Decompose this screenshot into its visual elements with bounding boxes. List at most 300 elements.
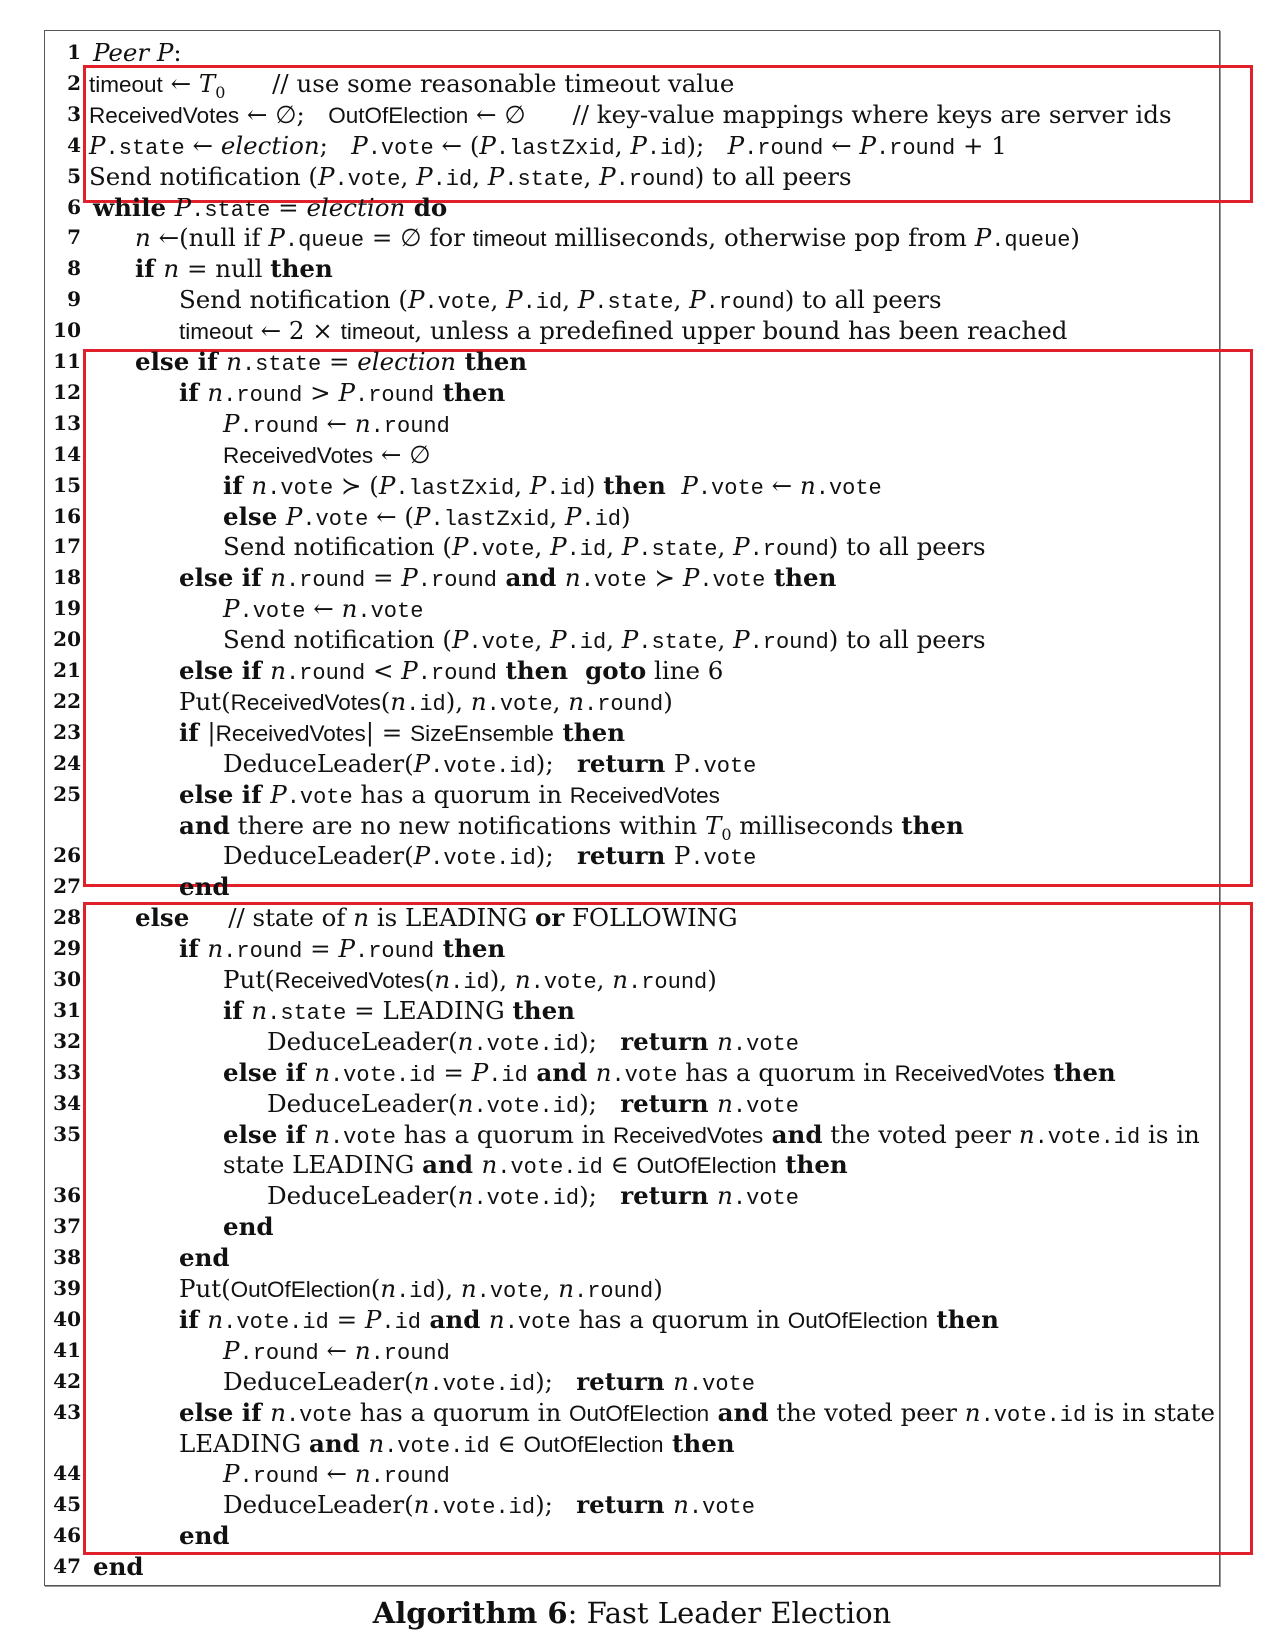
code-token: election [357, 347, 457, 376]
code-token: .lastZxid [395, 475, 515, 501]
algorithm-line [45, 315, 1215, 346]
code-token: ≻ [646, 563, 683, 593]
code-token: then goto [497, 656, 647, 685]
code-token: P [621, 532, 639, 562]
code-token: ReceivedVotes [569, 782, 720, 808]
code-token: OutOfElection [569, 1400, 710, 1426]
algorithm-line [45, 810, 1215, 844]
line-code [223, 531, 986, 565]
code-token: .round [749, 630, 829, 656]
code-token: .round [749, 537, 829, 563]
code-token: ReceivedVotes [223, 442, 374, 468]
code-token: P [223, 594, 240, 624]
code-token: ←(null if [150, 223, 269, 253]
caption-label: Algorithm 6 [372, 1596, 568, 1630]
code-token: n [964, 1397, 981, 1427]
code-token: DeduceLeader( [223, 748, 414, 778]
code-token: if [223, 470, 252, 500]
line-code [93, 37, 182, 68]
code-token: n [717, 1026, 733, 1056]
code-token: n [481, 1150, 498, 1180]
algorithm-line [45, 1428, 1215, 1459]
code-token: or [535, 903, 565, 933]
code-token: .vote [357, 599, 424, 625]
line-code [179, 315, 1067, 347]
algorithm-line [45, 439, 1215, 470]
code-token: there are no new notifications within [229, 810, 705, 840]
line-code [223, 1211, 274, 1242]
code-token: P [451, 532, 469, 562]
line-code [179, 779, 720, 813]
code-token: = ∅ for [364, 223, 473, 253]
code-token: then [663, 1428, 735, 1458]
code-token: .id [381, 1309, 422, 1335]
code-token: ), [445, 686, 471, 716]
line-number: 25 [53, 781, 81, 806]
line-number: 37 [53, 1214, 81, 1239]
code-token: is in state [1086, 1397, 1215, 1427]
code-token: .vote [267, 475, 334, 501]
code-token: , [717, 532, 734, 562]
code-token: then [456, 347, 528, 376]
algorithm-line [45, 37, 1215, 68]
code-token: P [599, 161, 616, 191]
code-token: P [479, 130, 496, 160]
algorithm-line [45, 655, 1215, 686]
code-token: n [460, 1274, 477, 1303]
code-token: .vote [611, 1062, 678, 1088]
code-token: : [173, 38, 182, 67]
code-token: milliseconds [731, 810, 902, 840]
code-token: , [552, 686, 569, 716]
code-token: n [251, 470, 268, 500]
code-token: P [727, 130, 745, 160]
code-token: .vote [732, 1031, 799, 1057]
line-code [223, 748, 756, 782]
code-token: ); [686, 130, 728, 160]
code-token: P [364, 1304, 382, 1334]
code-token: .round [223, 382, 303, 408]
code-token: ← ∅ [373, 439, 431, 469]
code-token: = [365, 563, 402, 593]
code-token: , [673, 285, 690, 315]
line-number: 39 [53, 1276, 81, 1300]
algorithm-line [45, 1026, 1215, 1057]
code-token: else if [179, 1397, 271, 1427]
code-token: n [1018, 1119, 1035, 1149]
code-token: if [179, 717, 208, 747]
line-code [89, 161, 852, 195]
code-token: + 1 [955, 130, 1007, 160]
code-token: end [93, 1552, 144, 1582]
code-token: 0 [215, 82, 226, 102]
code-token: then [1044, 1057, 1116, 1087]
code-token: else if [223, 1057, 315, 1087]
algorithm-line [45, 1273, 1215, 1304]
code-token: return [620, 1088, 718, 1118]
algorithm-line [45, 624, 1215, 655]
code-token: then [765, 563, 837, 593]
code-token: timeout [179, 319, 253, 345]
algorithm-line [45, 933, 1215, 964]
code-token: then [776, 1150, 848, 1180]
line-code [179, 1242, 230, 1273]
line-code [179, 377, 505, 411]
code-token: ← [318, 408, 355, 438]
code-token: ) to all peers [828, 532, 986, 562]
code-token: .vote.id [429, 1495, 536, 1521]
code-token: .id [522, 290, 563, 316]
algorithm-line [45, 717, 1215, 748]
code-token: = [321, 347, 358, 376]
algorithm-line [45, 1489, 1215, 1520]
line-number: 17 [53, 534, 81, 559]
code-token: n [163, 254, 180, 284]
code-token: the voted peer [768, 1397, 965, 1427]
line-code [179, 871, 230, 902]
code-token: , [606, 625, 622, 655]
algorithm-line [45, 346, 1215, 377]
code-token: P [506, 285, 523, 315]
line-number: 6 [67, 194, 81, 219]
code-token: n [434, 965, 451, 994]
code-token: P [550, 625, 567, 655]
algorithm-line [45, 964, 1215, 995]
code-token: ← [162, 68, 199, 98]
code-token: .vote [690, 846, 757, 872]
code-token: P [223, 1335, 240, 1365]
code-token: has a quorum in [677, 1057, 895, 1087]
code-token: P [268, 223, 285, 253]
code-token: n [413, 1366, 430, 1396]
algorithm-line [45, 408, 1215, 439]
code-token: P [414, 501, 431, 531]
code-token: .round [223, 939, 303, 965]
algorithm-line [45, 68, 1215, 102]
code-token: has a quorum in [570, 1304, 788, 1334]
code-token: ← [184, 130, 221, 160]
code-token: return [576, 1490, 674, 1520]
code-token: = [328, 1304, 365, 1334]
code-token: ∈ [489, 1428, 524, 1458]
code-token: Send notification ( [223, 625, 452, 655]
line-number: 47 [53, 1554, 81, 1579]
code-token: milliseconds, otherwise pop from [546, 223, 975, 253]
code-token: P [401, 656, 418, 685]
code-token: ) [621, 501, 631, 531]
code-token: ); [535, 748, 577, 778]
line-code [223, 1119, 1200, 1153]
code-token: DeduceLeader( [267, 1181, 458, 1211]
code-token: .vote.id [223, 1309, 329, 1335]
code-token: .round [574, 1279, 654, 1304]
code-token: n [207, 1304, 224, 1334]
line-number: 27 [53, 874, 81, 899]
line-code [179, 717, 625, 749]
code-token: return [620, 1181, 718, 1211]
code-token: P [338, 377, 355, 407]
code-token: .vote.id [430, 753, 536, 779]
code-token: , [596, 965, 613, 994]
code-token: .vote.id [1034, 1124, 1141, 1150]
code-token: Send notification ( [223, 532, 452, 562]
code-token: ( [424, 965, 435, 994]
line-number: 24 [53, 750, 81, 775]
code-token: , [472, 161, 488, 191]
line-code [223, 624, 986, 658]
line-code [179, 1397, 1215, 1431]
line-code [223, 1489, 755, 1523]
code-token: .vote [697, 475, 764, 501]
code-token: , [534, 532, 551, 562]
algorithm-line [45, 1520, 1215, 1551]
code-token: n [673, 1490, 689, 1520]
algorithm-line [45, 501, 1215, 532]
code-token: n [135, 223, 151, 253]
code-token: DeduceLeader( [267, 1026, 458, 1056]
code-token: ← [318, 1459, 355, 1489]
line-number: 35 [53, 1121, 81, 1146]
caption-title: Fast Leader Election [586, 1596, 892, 1630]
code-token: .id [566, 537, 607, 563]
code-token: n [207, 377, 224, 407]
code-token: n [457, 1088, 474, 1118]
algorithm-line [45, 1397, 1215, 1428]
code-token: .round [615, 166, 695, 192]
line-code [267, 1088, 799, 1122]
code-token: P [174, 192, 192, 222]
line-number: 9 [67, 287, 81, 312]
code-token: n [612, 965, 629, 994]
line-code [223, 439, 431, 471]
code-token: n [717, 1088, 733, 1118]
code-token [666, 471, 682, 500]
code-token: OutOfElection [787, 1307, 928, 1333]
code-token: ) to all peers [828, 625, 986, 655]
code-token: FOLLOWING [564, 903, 738, 933]
code-token: .state [241, 352, 322, 377]
code-token: , [490, 285, 507, 315]
code-token: n [270, 1397, 286, 1427]
code-token: Put( [223, 965, 275, 994]
code-token: .round [417, 568, 498, 594]
line-code [179, 1520, 230, 1551]
code-token: ); [579, 1026, 621, 1056]
code-token: .id [646, 135, 687, 161]
line-code [223, 995, 575, 1029]
code-token: then [434, 377, 506, 407]
code-token: = [302, 934, 339, 964]
line-code [135, 222, 1080, 256]
code-token: else [223, 501, 286, 531]
line-number: 46 [53, 1523, 81, 1548]
code-token: if [179, 1304, 208, 1334]
code-token: ReceivedVotes [215, 720, 366, 746]
algorithm-line [45, 1366, 1215, 1397]
code-token: then [927, 1304, 999, 1334]
code-token: ) [585, 470, 604, 500]
code-token: .id [566, 630, 607, 656]
line-number: 29 [53, 936, 81, 961]
code-token: n [380, 1274, 397, 1303]
code-token: , [400, 161, 417, 191]
line-number: 43 [53, 1399, 81, 1424]
code-token: ); [535, 841, 577, 871]
code-token: .vote [302, 506, 369, 532]
line-code [89, 130, 1007, 164]
code-token: .round [239, 1464, 319, 1490]
code-token: .vote [468, 537, 535, 563]
code-token: P [859, 130, 876, 160]
code-token: .id [432, 166, 473, 192]
code-token: if [223, 995, 252, 1025]
line-code [223, 470, 882, 504]
code-token: DeduceLeader( [223, 841, 414, 871]
code-token: P [413, 748, 431, 778]
code-token: line 6 [646, 656, 724, 685]
algorithm-line [45, 161, 1215, 192]
caption-separator: : [567, 1596, 578, 1630]
code-token: then [512, 995, 575, 1025]
code-token: .vote [285, 1402, 352, 1428]
code-token: .vote.id [980, 1402, 1087, 1428]
algorithm-box [44, 30, 1220, 1586]
line-number: 5 [67, 163, 81, 188]
algorithm-line [45, 470, 1215, 501]
code-token: .vote [367, 135, 434, 161]
code-token: n [314, 1119, 330, 1149]
code-token: .id [450, 970, 490, 995]
code-token: n [488, 1304, 505, 1334]
line-number: 21 [53, 658, 81, 682]
algorithm-line [45, 531, 1215, 562]
code-token: ) [663, 686, 673, 716]
algorithm-line [45, 902, 1215, 933]
code-token: .state [638, 630, 718, 656]
code-token: and [763, 1119, 823, 1149]
line-number: 31 [53, 997, 81, 1022]
line-number: 11 [53, 349, 81, 373]
code-token: ← ( [433, 130, 480, 160]
code-token: end [179, 1243, 230, 1273]
code-token: P [407, 285, 425, 315]
code-token: n [270, 563, 286, 593]
code-token: = null [179, 254, 271, 284]
code-token: P [413, 841, 431, 871]
line-number: 10 [53, 318, 81, 343]
code-token: .state [594, 290, 674, 316]
code-token: .round [285, 568, 366, 594]
line-code [223, 1057, 1116, 1091]
code-token: .vote.id [384, 1433, 490, 1459]
algorithm-line [45, 253, 1215, 284]
code-token: then [553, 717, 626, 747]
code-token: .round [705, 290, 785, 316]
algorithm-line [45, 130, 1215, 161]
code-token: n [226, 347, 242, 376]
code-token: P [733, 625, 750, 655]
line-number: 38 [53, 1245, 81, 1270]
code-token: , [562, 285, 578, 315]
code-token: > [302, 377, 339, 407]
algorithm-line [45, 1458, 1215, 1489]
code-token: ← [318, 1335, 355, 1365]
code-token: else if [135, 347, 227, 376]
code-token: end [223, 1212, 274, 1242]
code-token: n [457, 1181, 474, 1211]
code-token: ) to all peers [784, 285, 942, 315]
code-token: n [354, 408, 371, 438]
code-token: .id [488, 1062, 528, 1088]
code-token: else if [179, 656, 271, 685]
line-number: 16 [53, 503, 81, 528]
code-token: P [471, 1057, 489, 1087]
line-code [135, 902, 738, 933]
line-number: 3 [67, 101, 81, 126]
code-token: ), [489, 965, 515, 994]
line-code [223, 1335, 450, 1369]
code-token: , [583, 161, 600, 191]
code-token: n [470, 686, 487, 716]
code-token: = [270, 192, 307, 222]
code-token: n [457, 1026, 474, 1056]
algorithm-line [45, 1211, 1215, 1242]
code-token: .round [370, 1340, 450, 1366]
code-token: P [673, 841, 691, 871]
code-token: ( [370, 1274, 381, 1303]
code-token: .vote.id [473, 1186, 580, 1212]
line-code [223, 1458, 450, 1492]
code-token: ( [380, 686, 391, 716]
line-number: 40 [53, 1306, 81, 1331]
line-number: 14 [53, 441, 81, 466]
code-token: ); [579, 1088, 621, 1118]
code-token: .queue [284, 228, 365, 254]
code-token: .round [239, 413, 319, 439]
code-token: ≻ ( [333, 470, 379, 500]
code-token: P [529, 470, 547, 500]
code-token: if [179, 934, 208, 964]
algorithm-line [45, 593, 1215, 624]
code-token: n [251, 995, 268, 1025]
line-code [179, 1428, 735, 1462]
code-token: .round [355, 382, 435, 408]
code-token: P [270, 779, 287, 809]
code-token: then [901, 810, 964, 840]
code-token: .vote [468, 630, 535, 656]
code-token: n [564, 563, 581, 593]
code-token: .state [191, 197, 271, 223]
code-token: else if [179, 563, 271, 593]
code-token: Send notification ( [179, 285, 408, 315]
code-token: .round [370, 1464, 450, 1490]
code-token: .vote [688, 1371, 755, 1397]
algorithm-line [45, 284, 1215, 315]
code-token: ← 2 × [252, 316, 341, 346]
code-token: , [534, 625, 551, 655]
line-number: 28 [53, 905, 81, 930]
line-number: 13 [53, 410, 81, 435]
code-token: then [434, 934, 506, 964]
code-token: P [351, 130, 368, 160]
code-token: while [93, 192, 175, 222]
algorithm-line [45, 1304, 1215, 1335]
code-token: OutOfElection [230, 1277, 371, 1302]
algorithm-line [45, 1180, 1215, 1211]
line-code [179, 562, 836, 596]
code-token: P [285, 501, 303, 531]
algorithm-caption [0, 1596, 1264, 1630]
